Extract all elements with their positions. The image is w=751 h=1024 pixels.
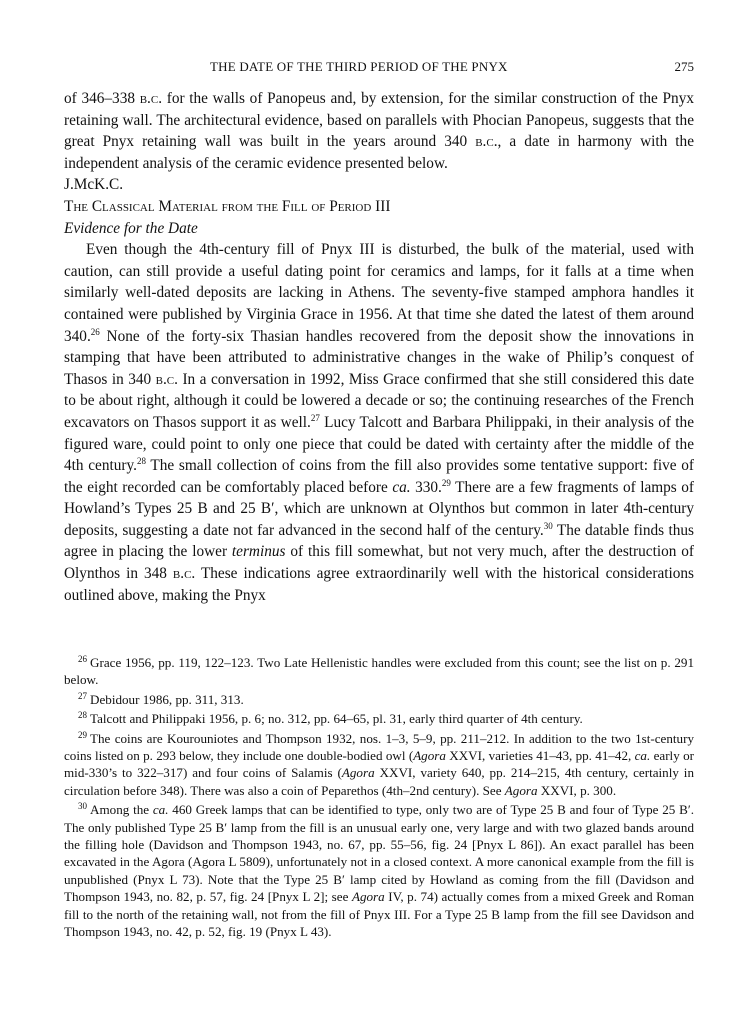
running-head: THE DATE OF THE THIRD PERIOD OF THE PNYX	[210, 59, 508, 74]
footnotes	[64, 654, 694, 943]
main-paragraph: Even though the 4th-century fill of Pnyx III is disturbed, the bulk of the material, used with caution, can still provide a useful dating point for ceramics and lamps, for it falls at a time when similarly well-dated deposits are lacking in Athens. The seventy-five stamped amphora handles it contained were published by Virginia Grace in 1956. At that time she dated the latest of them around 340.26 None of the forty-six Thasian handles recovered from the deposit show the innovations in stamping that have been attributed to administrative changes in the wake of Philip’s conquest of Thasos in 340 b.c. In a conversation in 1992, Miss Grace confirmed that she still considered this date to be about right, although it could be lowered a decade or so; the continuing researches of the French excavators on Thasos support it as well.$^{27}$ Lucy Talcott and Barbara Philippaki, in their analysis of the figured ware, could point to only one piece that could be dated with certainty after the middle of the 4th century.$^{28}$ The small collection of coins from the fill also provides some tentative support: five of the eight recorded can be comfortably placed before ca. 330.29 There are a few fragments of lamps of Howland’s Types 25 B and 25 B′, which are unknown at Olynthos but common in later 4th-century deposits, suggesting a date not far advanced in the second half of the century.$^{30}$ The datable finds thus agree in placing the lower terminus of this fill somewhat, but not very much, after the destruction of Olynthos in 348 b.c. These indications agree extraordinarily well with the historical considerations outlined above, making the Pnyx	[64, 241, 694, 604]
footnote-ref-27[interactable]: 27	[310, 412, 320, 423]
footnote-27: $^{27}$ Debidour 1986, pp. 311, 313.	[78, 690, 244, 707]
footnote-28: $^{28}$ Talcott and Philippaki 1956, p. 6; no. 312, pp. 64–65, pl. 31, early third quarter of 4th century.	[78, 710, 583, 727]
footnote-26: $^{26}$ Grace 1956, pp. 119, 122–123. Two Late Hellenistic handles were excluded from this count; see the list on p. 291 below.	[64, 654, 694, 688]
footnote-ref-29[interactable]: 29	[441, 477, 451, 488]
subheading: Evidence for the Date	[64, 219, 198, 237]
footnote-ref-28[interactable]: 28	[136, 456, 146, 467]
footnote-ref-30[interactable]: 30	[543, 520, 553, 531]
opening-paragraph: of 346–338 b.c. for the walls of Panopeus and, by extension, for the similar construction of the Pnyx retaining wall. The architectural evidence, based on parallels with Phocian Panopeus, suggests that the great Pnyx retaining wall was built in the years around 340 b.c., a date in harmony with the independent analysis of the ceramic evidence presented below.	[64, 90, 694, 172]
body-text	[64, 88, 694, 606]
page-number: 275	[674, 59, 694, 74]
document-page	[64, 0, 694, 1024]
page-header	[64, 59, 694, 79]
footnote-30: $^{30}$ Among the ca. 460 Greek lamps that can be identified to type, only two are of Type 25 B and four of Type 25 B′. The only published Type 25 B′ lamp from the fill is an unusual early one, very large and with two glazed bands around the filling hole (Davidson and Thompson 1943, no. 67, pp. 55–56, fig. 24 [Pnyx L 86]). An exact parallel has been excavated in the Agora (Agora L 5809), unfortunately not in a closed context. A more canonical example from the fill is unpublished (Pnyx L 73). Note that the Type 25 B′ lamp cited by Howland as coming from the fill (Davidson and Thompson 1943, no. 82, p. 57, fig. 24 [Pnyx L 2]; see Agora IV, p. 74) actually comes from a mixed Greek and Roman fill to the north of the retaining wall, not from the fill of Pnyx III. For a Type 25 B lamp from the fill see Davidson and Thompson 1943, no. 42, p. 52, fig. 19 (Pnyx L 43).	[64, 801, 694, 940]
section-heading: The Classical Material from the Fill of Period III	[64, 197, 391, 215]
author-signature: J.McK.C.	[64, 176, 124, 194]
footnote-29: $^{29}$ The coins are Kourouniotes and Thompson 1932, nos. 1–3, 5–9, pp. 211–212. In addition to the two 1st-century coins listed on p. 293 below, they include one double-bodied owl (Agora XXVI, varieties 41–43, pp. 41–42, ca. early or mid-330’s to 322–317) and four coins of Salamis (Agora XXVI, variety 640, pp. 214–215, 4th century, certainly in circulation before 348). There was also a coin of Peparethos (4th–2nd century). See Agora XXVI, p. 300.	[64, 729, 694, 798]
footnote-ref-26[interactable]: 26	[90, 326, 100, 337]
